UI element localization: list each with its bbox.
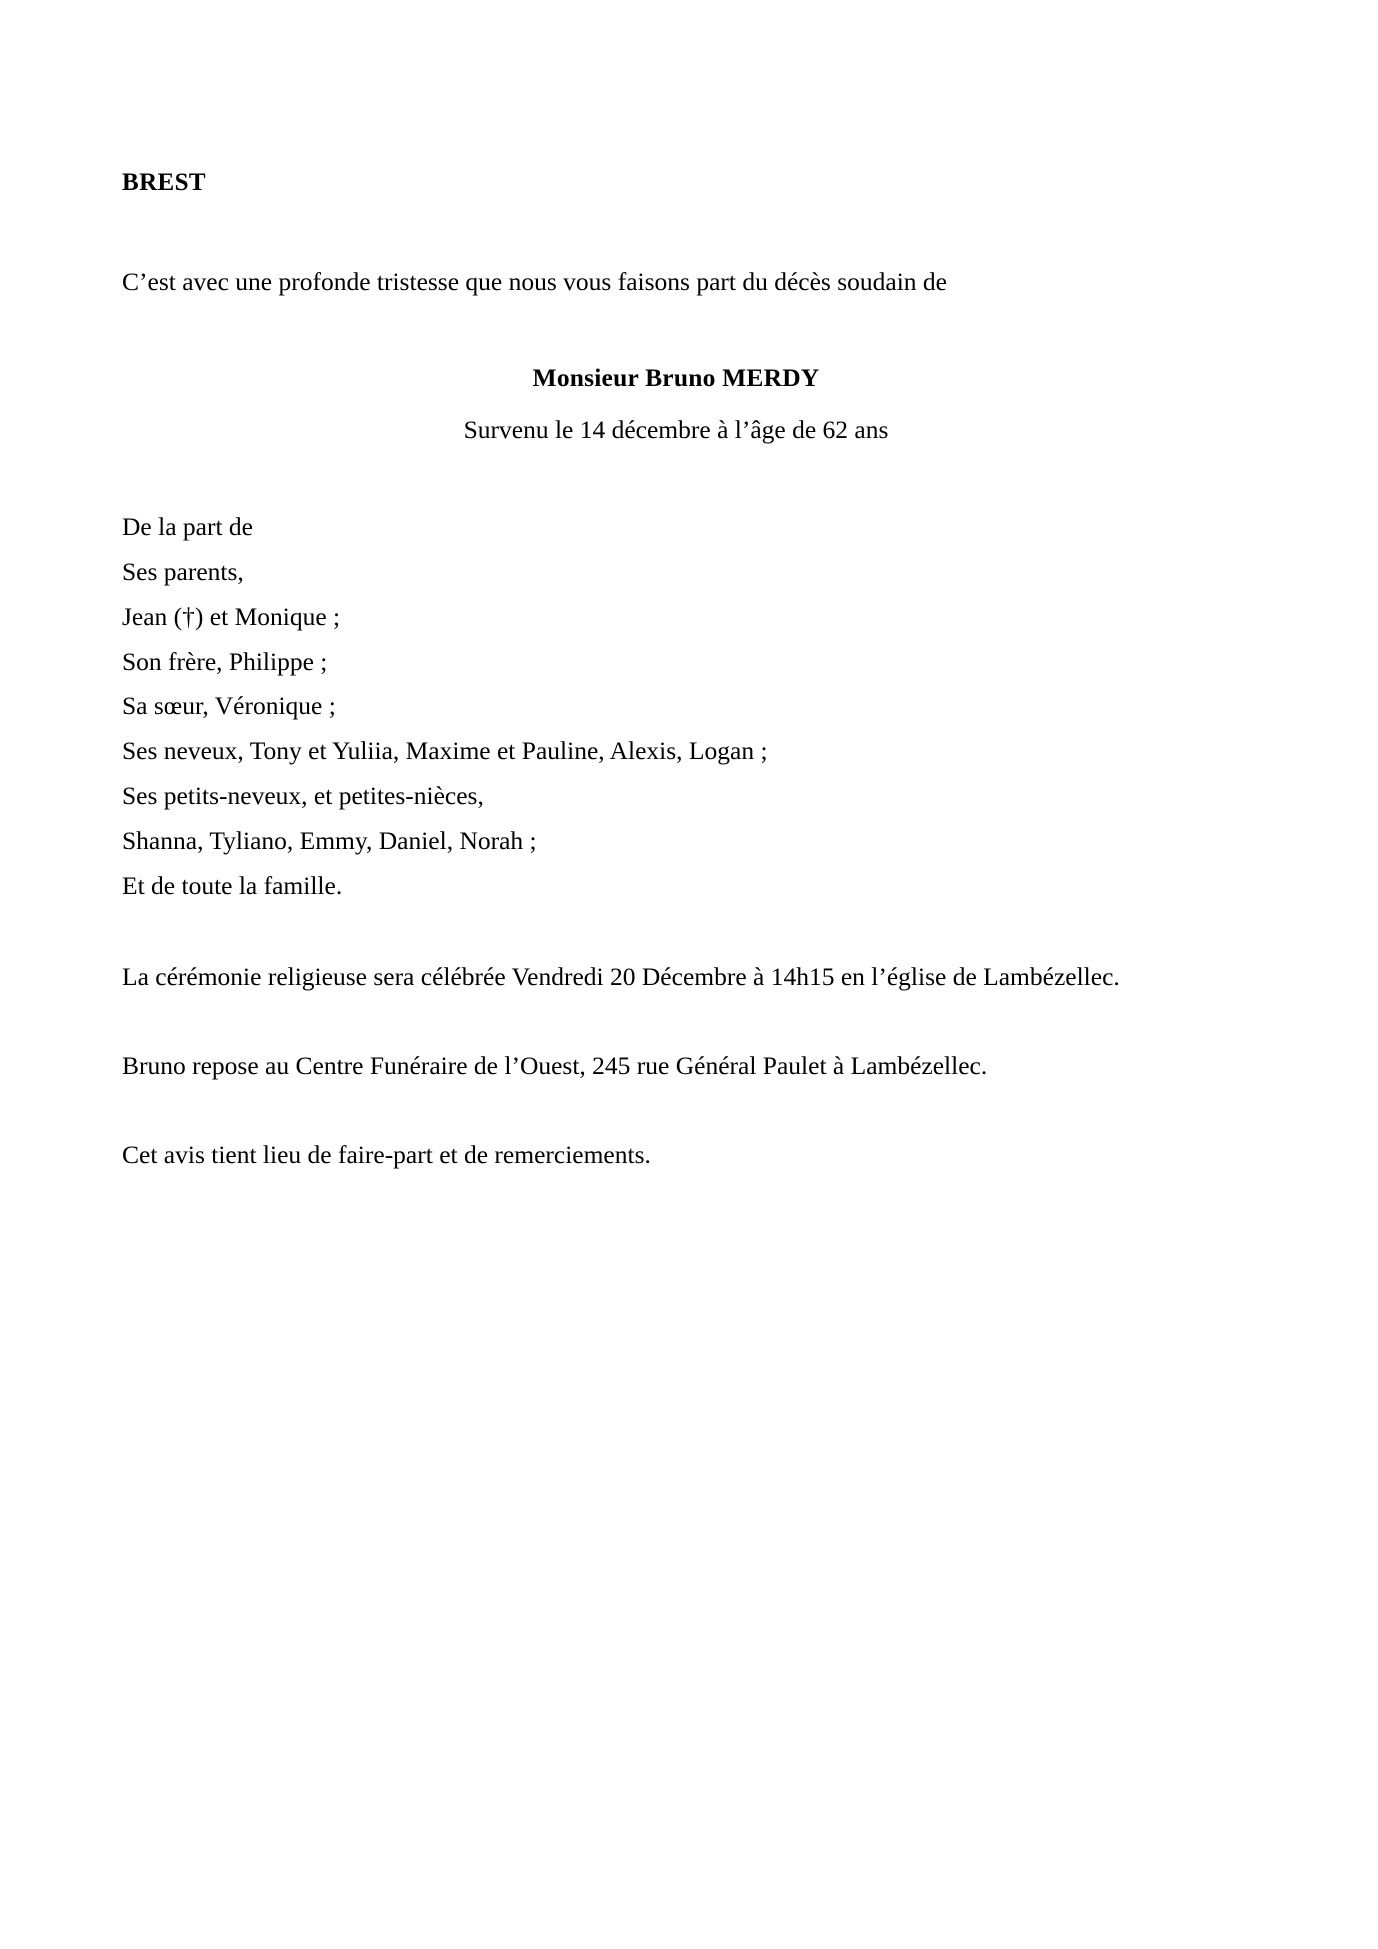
deceased-block (122, 361, 1248, 447)
family-line: Sa sœur, Véronique ; (122, 691, 336, 721)
notice-paragraph: Cet avis tient lieu de faire-part et de remerciements. (122, 1139, 651, 1169)
family-block (122, 505, 1248, 909)
intro-paragraph: C’est avec une profonde tristesse que nous vous faisons part du décès soudain de (122, 267, 948, 296)
deceased-detail: Survenu le 14 décembre à l’âge de 62 ans (463, 414, 889, 444)
deceased-name: Monsieur Bruno MERDY (532, 363, 820, 393)
family-line: Ses petits-neveux, et petites-nièces, (122, 781, 484, 811)
repose-paragraph: Bruno repose au Centre Funéraire de l’Ouest, 245 rue Général Paulet à Lambézellec. (122, 1050, 988, 1080)
ceremony-paragraph: La cérémonie religieuse sera célébrée Vendredi 20 Décembre à 14h15 en l’église de Lambézellec. (122, 961, 1120, 991)
family-line: Ses parents, (122, 556, 244, 586)
family-line: Et de toute la famille. (122, 870, 343, 900)
family-line: De la part de (122, 511, 253, 541)
family-line: Ses neveux, Tony et Yuliia, Maxime et Pauline, Alexis, Logan ; (122, 736, 768, 766)
family-line: Jean (†) et Monique ; (122, 601, 341, 631)
family-line: Son frère, Philippe ; (122, 646, 328, 676)
city-heading: BREST (122, 169, 206, 196)
family-line: Shanna, Tyliano, Emmy, Daniel, Norah ; (122, 826, 537, 856)
